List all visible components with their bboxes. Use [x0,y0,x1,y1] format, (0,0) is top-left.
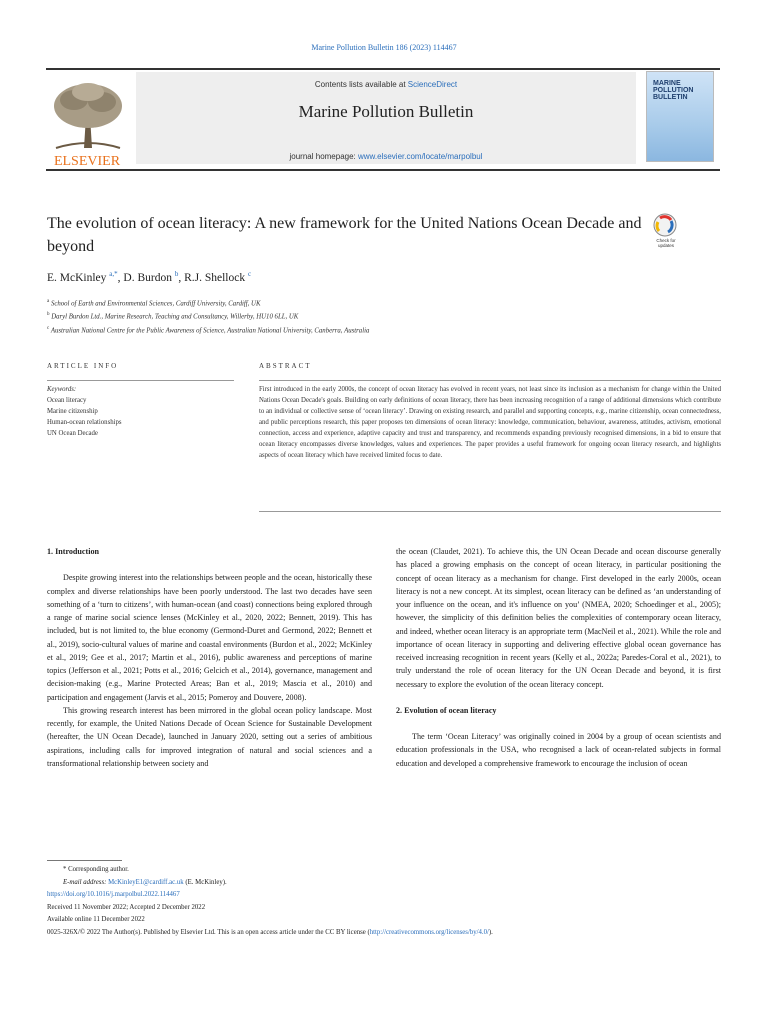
article-info-rule [47,380,234,381]
keyword: Marine citizenship [47,408,98,415]
abstract-rule [259,380,721,381]
author-name[interactable]: D. Burdon [123,271,172,284]
article-info-heading: ARTICLE INFO [47,362,119,370]
affiliations [47,296,707,336]
cover-title [653,80,711,101]
affiliation [47,296,707,309]
email-link[interactable]: McKinleyE1@cardiff.ac.uk [108,878,184,886]
masthead-center-panel [136,72,636,164]
license-link[interactable]: http://creativecommons.org/licenses/by/4.0/ [369,928,489,936]
elsevier-logo[interactable] [46,76,128,168]
section-heading-introduction: 1. Introduction [47,547,100,556]
elsevier-wordmark: ELSEVIER [53,154,121,168]
elsevier-tree-icon [46,76,128,168]
email-line [47,877,727,890]
check-updates-icon [651,212,679,238]
masthead [46,68,720,171]
license-line [47,927,727,940]
body-column-right [396,545,721,770]
received-dates: Received 11 November 2022; Accepted 2 December 2022 [47,903,206,911]
abstract-bottom-rule [259,511,721,512]
body-column-left [47,545,372,770]
email-suffix: (E. McKinley). [183,878,227,886]
contents-prefix: Contents lists available at [314,80,408,89]
body-paragraph: This growing research interest has been mirrored in the global ocean policy landscape. Most recently, for example, the United Nations Decade of Ocean Science for Sustainable Development (hereafter, the UN Ocean Decade), launched in January 2020, setting out a series of ambitious aspirations, including calls for improved integration of natural and social sciences and a transformational relationship between society and [47,705,372,768]
affiliation-text: Daryl Burdon Ltd., Marine Research, Teaching and Consultancy, Willerby, HU10 6LL, UK [51,313,299,321]
abstract-text: First introduced in the early 2000s, the concept of ocean literacy has evolved in recent years, not least since its inclusion as a mechanism for change within the United Nations Ocean Decade's goals. Building on early definitions of ocean literacy, there has been increasing recognition of a range of additional dimensions which contribute to an individual or collective sense of ‘ocean literacy’. Drawing on existing research, and parallel and supporting concepts, e.g., marine citizenship, ocean connectedness, and public perceptions research, this paper proposes ten dimensions of ocean literacy: knowledge, communication, behaviour, awareness, attitudes, activism, emotional connection, access and experience, adaptive capacity and trust and transparency, and recommends expanding previously recognised dimensions, in a bid to ensure that ocean literacy encompasses diverse knowledges, values and experiences. The paper provides a useful framework for ongoing ocean literacy research, and highlights aspects of ocean literacy which have received limited focus to date. [259,386,721,459]
author-name[interactable]: E. McKinley [47,271,107,284]
body-paragraph: Despite growing interest into the relationships between people and the ocean, historically these complex and diverse relationships have been poorly understood. The last two decades have seen something of a ‘turn to citizens’, with human-ocean (and coast) connections being explored through a range of marine social science lenses (McKinley et al., 2020, 2022; Bennett, 2019). This has included, but is not limited to, the blue economy (Germond-Duret and Germond, 2022; Bennett et al., 2019), socio-cultural values of marine and coastal environments (Burdon et al., 2022; McKinley et al., 2019; Gee et al., 2017; Martin et al., 2016), public awareness and perceptions of marine topics (Jefferson et al., 2021; Potts et al., 2016; Gelcich et al., 2014), governance, management and decision-making (e.g., Marine Protected Areas; Ban et al., 2019; Mascia et al., 2010) and participation and engagement (Jarvis et al., 2015; Pomeroy and Douvere, 2008). [47,573,372,702]
affiliation [47,309,707,322]
license-prefix: 0025-326X/© 2022 The Author(s). Published by Elsevier Ltd. This is an open access article under the CC BY license ( [47,928,370,936]
affiliation-superscript: a [47,299,50,304]
corresponding-author-note: * Corresponding author. [63,866,129,873]
keyword: Human-ocean relationships [47,419,122,426]
affiliation-text: School of Earth and Environmental Sciences, Cardiff University, Cardiff, UK [50,300,261,308]
keywords-label: Keywords: [47,386,77,393]
doi-link[interactable]: https://doi.org/10.1016/j.marpolbul.2022.114467 [47,891,180,898]
keywords-block [47,384,247,439]
section-heading-evolution: 2. Evolution of ocean literacy [396,705,497,715]
sciencedirect-link[interactable]: ScienceDirect [407,80,458,89]
body-paragraph: The term ‘Ocean Literacy’ was originally coined in 2004 by a group of ocean scientists and education professionals in the USA, who recognised a lack of ocean-related subjects in formal education and developed a comprehensive framework to encourage the inclusion of ocean [396,732,721,768]
author-superscript[interactable]: b [174,270,179,278]
license-suffix: ). [488,928,493,936]
affiliation [47,323,707,336]
contents-line [136,80,636,89]
footnotes [47,864,727,939]
journal-homepage-link[interactable]: www.elsevier.com/locate/marpolbul [358,152,483,161]
keyword: Ocean literacy [47,397,87,404]
email-label: E-mail address: [63,878,109,886]
author-superscript[interactable]: a,* [109,270,118,278]
author-name[interactable]: R.J. Shellock [184,271,246,284]
cover-title-line: BULLETIN [653,94,688,101]
body-paragraph: the ocean (Claudet, 2021). To achieve this, the UN Ocean Decade and ocean discourse generally has placed a growing emphasis on the concept of ocean literacy, in particular positioning the concept of ocean literacy as a mechanism for change. First developed in the early 2000s, ocean literacy is not a new concept. At its simplest, ocean literacy can be defined as ‘an understanding of your influence on the ocean, and it's influence on you’ (NMEA, 2020; Schoedinger et al., 2005); however, the simplicity of this definition belies the complexities of contemporary ocean literacy, and indeed, whether ocean literacy is an appropriate term (MacNeil et al., 2021). While the role and importance of ocean literacy in supporting and delivering effective global ocean governance has received increasing recognition in recent years (Kelly et al., 2022a; Paredes-Coral et al., 2021), to truly understand the role of ocean literacy for the UN Ocean Decade and beyond, it is first necessary to explore the evolution of the ocean literacy concept. [396,547,721,689]
journal-name: Marine Pollution Bulletin [298,102,474,121]
affiliation-superscript: c [47,325,50,331]
check-updates-label[interactable]: Check for updates [656,238,676,248]
affiliation-superscript: b [47,312,50,318]
author-list: E. McKinley $^{a,*}$, D. Burdon $^b$, R.J. Shellock $^c$ [47,270,252,284]
homepage-line [136,152,636,161]
affiliation-text: Australian National Centre for the Public Awareness of Science, Australian National University, Canberra, Australia [50,326,370,334]
online-date: Available online 11 December 2022 [47,916,145,923]
masthead-top-rule [46,68,720,70]
footnote-rule [47,860,122,861]
journal-cover-thumbnail[interactable] [646,71,714,162]
keyword: UN Ocean Decade [47,430,98,437]
masthead-bottom-rule [46,169,720,171]
cover-title-line: MARINE [653,80,681,87]
homepage-prefix: journal homepage: [289,152,358,161]
abstract-heading: ABSTRACT [259,362,312,370]
journal-citation[interactable]: Marine Pollution Bulletin 186 (2023) 114467 [311,43,457,52]
article-title: The evolution of ocean literacy: A new framework for the United Nations Ocean Decade and beyond [47,215,642,255]
cover-title-line: POLLUTION [653,87,694,94]
author-superscript[interactable]: c [247,270,252,278]
